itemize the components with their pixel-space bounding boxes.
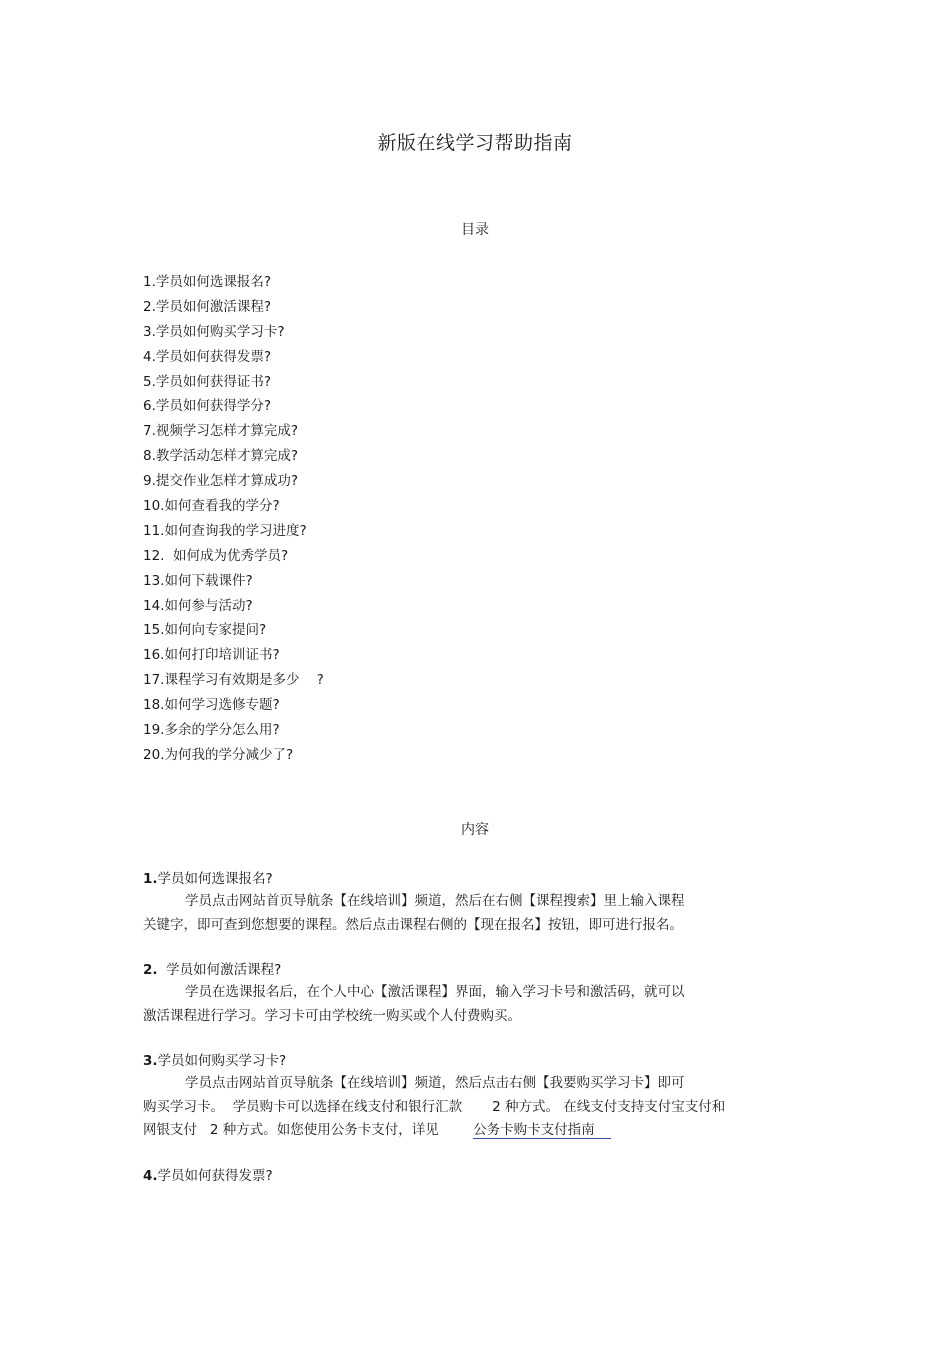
table-of-contents xyxy=(143,270,324,768)
toc-item-5: 5.学员如何获得证书? xyxy=(143,373,272,390)
question-number: 1. xyxy=(143,871,158,887)
toc-item-3: 3.学员如何购买学习卡? xyxy=(143,323,285,340)
question-block-4 xyxy=(143,1165,793,1187)
answer-2 xyxy=(143,981,793,1028)
question-block-2 xyxy=(143,959,793,1028)
toc-item-12: 12. 如何成为优秀学员? xyxy=(143,547,289,564)
question-text: 学员如何选课报名? xyxy=(157,871,273,887)
answer-line: 学员点击网站首页导航条【在线培训】频道，然后在右侧【课程搜索】里上输入课程 xyxy=(185,893,685,909)
answer-line: 激活课程进行学习。学习卡可由学校统一购买或个人付费购买。 xyxy=(143,1007,521,1024)
toc-item-2: 2.学员如何激活课程? xyxy=(143,298,272,315)
question-text: 学员如何购买学习卡? xyxy=(157,1053,287,1069)
question-text: 学员如何获得发票? xyxy=(157,1167,273,1184)
toc-item-16: 16.如何打印培训证书? xyxy=(143,647,280,664)
answer-line: 购买学习卡。 学员购卡可以选择在线支付和银行汇款 2 种方式。 在线支付支持支付宝支付和 xyxy=(143,1098,726,1115)
question-title-2 xyxy=(143,959,793,981)
answer-line: 学员在选课报名后，在个人中心【激活课程】界面，输入学习卡号和激活码，就可以 xyxy=(185,984,685,1000)
toc-item-11: 11.如何查询我的学习进度? xyxy=(143,522,307,539)
question-number: 2. xyxy=(143,962,158,978)
question-title-1 xyxy=(143,868,793,890)
question-block-3 xyxy=(143,1050,793,1143)
toc-item-7: 7.视频学习怎样才算完成? xyxy=(143,423,299,440)
content-heading: 内容 xyxy=(461,822,489,838)
toc-item-13: 13.如何下载课件? xyxy=(143,572,253,589)
toc-item-14: 14.如何参与活动? xyxy=(143,597,253,614)
toc-item-20: 20.为何我的学分减少了? xyxy=(143,746,294,763)
toc-item-17: 17.课程学习有效期是多少 ? xyxy=(143,672,324,689)
answer-3 xyxy=(143,1072,793,1143)
answer-line xyxy=(143,1119,793,1143)
question-text: 学员如何激活课程? xyxy=(157,962,282,978)
question-title-3 xyxy=(143,1050,793,1072)
toc-item-6: 6.学员如何获得学分? xyxy=(143,398,272,415)
answer-line-prefix: 网银支付 2 种方式。如您使用公务卡支付，详见 xyxy=(143,1122,474,1138)
document-title: 新版在线学习帮助指南 xyxy=(377,132,573,154)
question-title-4 xyxy=(143,1165,793,1187)
answer-line: 关键字，即可查到您想要的课程。然后点击课程右侧的【现在报名】按钮，即可进行报名。 xyxy=(143,916,683,933)
toc-item-9: 9.提交作业怎样才算成功? xyxy=(143,473,299,490)
toc-item-1: 1.学员如何选课报名? xyxy=(143,274,272,290)
question-number: 4. xyxy=(143,1167,158,1184)
toc-item-8: 8.教学活动怎样才算完成? xyxy=(143,448,299,465)
toc-item-18: 18.如何学习选修专题? xyxy=(143,697,280,714)
toc-item-19: 19.多余的学分怎么用? xyxy=(143,722,280,739)
official-card-payment-guide-link[interactable]: 公务卡购卡支付指南 xyxy=(473,1122,611,1139)
content-section xyxy=(143,868,793,1209)
toc-heading: 目录 xyxy=(461,222,489,238)
toc-item-4: 4.学员如何获得发票? xyxy=(143,348,272,365)
toc-item-15: 15.如何向专家提问? xyxy=(143,622,267,639)
question-block-1 xyxy=(143,868,793,937)
answer-line: 学员点击网站首页导航条【在线培训】频道，然后点击右侧【我要购买学习卡】即可 xyxy=(185,1075,685,1091)
toc-item-10: 10.如何查看我的学分? xyxy=(143,498,280,515)
question-number: 3. xyxy=(143,1053,158,1069)
answer-1 xyxy=(143,890,793,937)
